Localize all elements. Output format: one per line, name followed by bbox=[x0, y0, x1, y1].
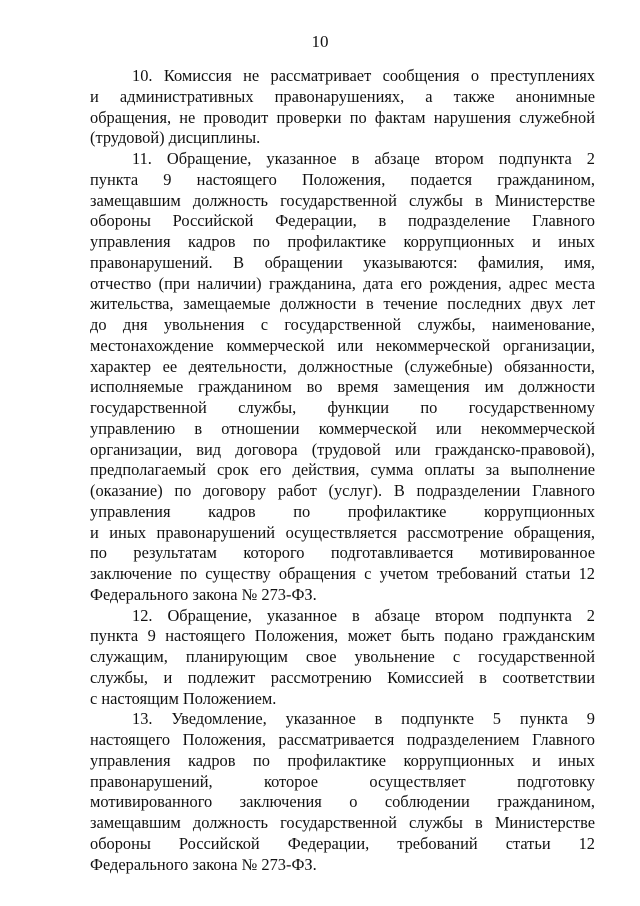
text-line: характер ее деятельности, должностные (служебные) обязанности, bbox=[90, 356, 595, 376]
text-line: исполняемые гражданином во время замещения им должности bbox=[90, 377, 595, 397]
text-line: обороны Российской Федерации, требований статьи 12 bbox=[90, 833, 595, 853]
text-line: обращения, не проводит проверки по фактам нарушения служебной bbox=[90, 107, 595, 127]
text-line: настоящего Положения, рассматривается подразделением Главного bbox=[90, 730, 595, 749]
paragraph-p13 bbox=[90, 709, 595, 875]
text-line: управлению в отношении коммерческой или некоммерческой bbox=[90, 418, 595, 438]
text-line: 12. Обращение, указанное в абзаце втором подпункта 2 bbox=[132, 605, 595, 625]
text-line: 10. Комиссия не рассматривает сообщения о преступлениях bbox=[132, 66, 595, 85]
text-line: служащим, планирующим свое увольнение с государственной bbox=[90, 647, 595, 666]
text-line: Федерального закона № 273-ФЗ. bbox=[90, 854, 317, 874]
text-line: до дня увольнения с государственной службы, наименование, bbox=[90, 315, 595, 334]
text-line: Федерального закона № 273-ФЗ. bbox=[90, 584, 317, 604]
text-line: отчество (при наличии) гражданина, дата его рождения, адрес места bbox=[90, 273, 595, 293]
text-line: управления кадров по профилактике коррупционных bbox=[90, 501, 595, 521]
text-line: правонарушений, которое осуществляет подготовку bbox=[90, 771, 595, 791]
paragraph-p11 bbox=[90, 149, 595, 606]
text-line: и иных правонарушений осуществляется рассмотрение обращения, bbox=[90, 522, 595, 542]
text-line: управления кадров по профилактике коррупционных и иных bbox=[90, 750, 595, 770]
text-line: (оказание) по договору работ (услуг). В подразделении Главного bbox=[90, 481, 595, 500]
text-line: пункта 9 настоящего Положения, может быть подано гражданским bbox=[90, 626, 595, 646]
text-line: замещавшим должность государственной службы в Министерстве bbox=[90, 813, 595, 832]
text-line: (трудовой) дисциплины. bbox=[90, 128, 261, 148]
document-body bbox=[90, 66, 595, 875]
text-line: жительства, замещаемые должности в течение последних двух лет bbox=[90, 294, 595, 314]
text-line: 11. Обращение, указанное в абзаце втором подпункта 2 bbox=[132, 149, 595, 168]
text-line: замещавшим должность государственной службы в Министерстве bbox=[90, 190, 595, 210]
paragraph-p10 bbox=[90, 66, 595, 149]
text-line: службы, и подлежит рассмотрению Комиссией в соответствии bbox=[90, 667, 595, 687]
text-line: государственной службы, функции по государственному bbox=[90, 398, 595, 417]
paragraph-p12 bbox=[90, 606, 595, 710]
text-line: управления кадров по профилактике коррупционных и иных bbox=[90, 232, 595, 251]
text-line: пункта 9 настоящего Положения, подается гражданином, bbox=[90, 169, 595, 189]
text-line: и административных правонарушениях, а также анонимные bbox=[90, 86, 595, 106]
text-line: по результатам которого подготавливается мотивированное bbox=[90, 543, 595, 563]
text-line: правонарушений. В обращении указываются: фамилия, имя, bbox=[90, 252, 595, 272]
text-line: заключение по существу обращения с учетом требований статьи 12 bbox=[90, 564, 595, 583]
text-line: предполагаемый срок его действия, сумма оплаты за выполнение bbox=[90, 460, 595, 480]
text-line: 13. Уведомление, указанное в подпункте 5 пункта 9 bbox=[132, 709, 595, 729]
text-line: организации, вид договора (трудовой или гражданско-правовой), bbox=[90, 439, 595, 459]
text-line: мотивированного заключения о соблюдении гражданином, bbox=[90, 792, 595, 812]
text-line: обороны Российской Федерации, в подразделение Главного bbox=[90, 211, 595, 231]
text-line: местонахождение коммерческой или некоммерческой организации, bbox=[90, 335, 595, 355]
text-line: с настоящим Положением. bbox=[90, 688, 277, 708]
page-number: 10 bbox=[311, 32, 329, 51]
